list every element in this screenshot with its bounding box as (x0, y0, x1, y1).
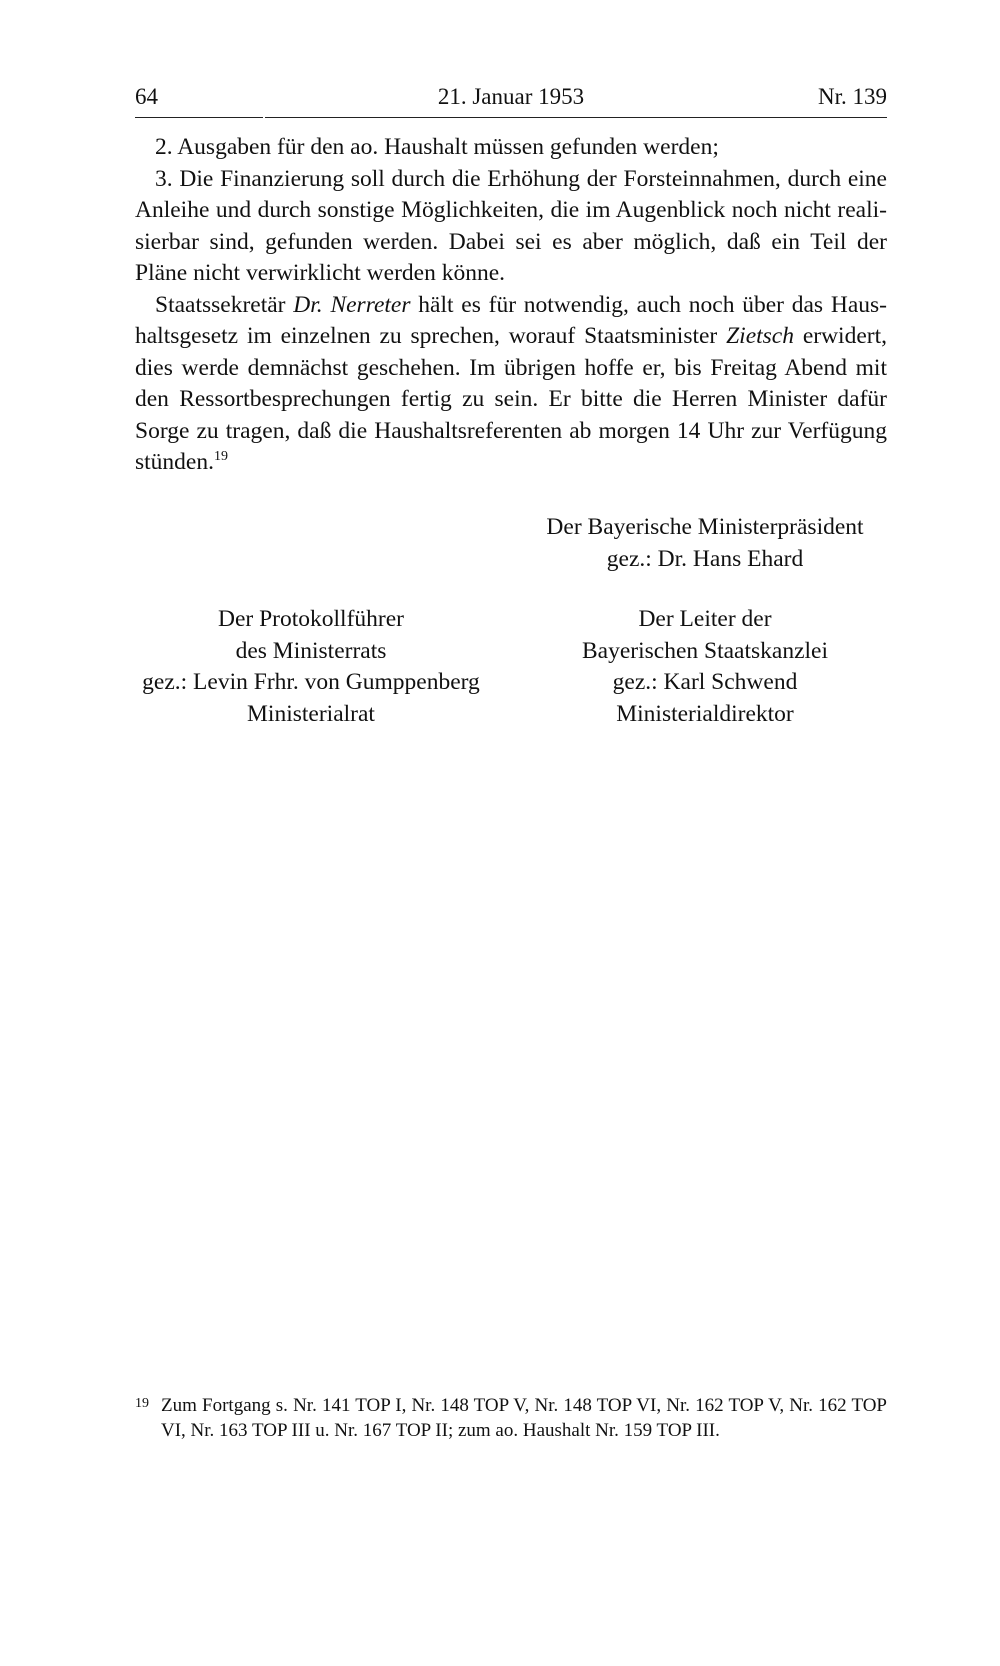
person-name-zietsch: Zietsch (726, 323, 794, 349)
signature-title: Der Bayerische Ministerpräsident (546, 514, 864, 540)
footnote-reference[interactable]: 19 (213, 449, 228, 465)
header-rule-left (135, 117, 263, 118)
signature-title: Bayerischen Staatskanzlei (581, 637, 828, 664)
page-number: 64 (135, 84, 158, 109)
signature-chancellery-head (555, 604, 855, 730)
paragraph-item-2: 2. Ausgaben für den ao. Haushalt müssen gefunden werden; (155, 134, 719, 160)
page (135, 80, 887, 727)
text-run: erwidert, dies werde demnächst geschehen. Im übrigen hoffe er, bis Freitag Abend mit den Ressortbesprechungen fertig zu sein. Er bitte die Herren Minister dafür Sorge zu tragen, daß die Haushaltsreferenten ab morgen 14 Uhr zur Verfügung stünden. (135, 323, 887, 475)
document-number: Nr. 139 (818, 84, 887, 109)
signature-title: Der Protokollführer (218, 606, 404, 632)
paragraph-discussion (135, 290, 887, 479)
signature-name: gez.: Levin Frhr. von Gumppenberg (142, 669, 480, 695)
signature-rank: Ministerialrat (247, 700, 375, 727)
signature-name: gez.: Dr. Hans Ehard (606, 545, 804, 572)
signature-minister-president (530, 512, 880, 575)
signature-title: des Ministerrats (235, 637, 387, 664)
signature-title: Der Leiter der (638, 606, 772, 632)
person-name-nerreter: Dr. Nerreter (293, 291, 411, 318)
running-header (135, 80, 887, 118)
signature-rank: Ministerialdirektor (616, 700, 794, 727)
signature-name: gez.: Karl Schwend (612, 669, 798, 695)
header-rule-right (265, 117, 887, 118)
header-date: 21. Januar 1953 (437, 84, 585, 109)
footnote-number: 19 (135, 1396, 149, 1411)
text-run: hält es für notwendig, auch noch über das Haushaltsgesetz im einzelnen zu sprechen, worauf Staatsminister (135, 291, 887, 349)
text-run: Staatssekretär (155, 291, 294, 318)
footnote (135, 1393, 887, 1443)
signature-protocol-keeper (135, 604, 487, 730)
body-text (135, 132, 887, 479)
paragraph-item-3: 3. Die Finanzierung soll durch die Erhöhung der Forsteinnahmen, durch eine Anleihe und durch sonstige Möglichkeiten, die im Augenblick noch nicht realisierbar sind, gefunden werden. Dabei sei es aber möglich, daß ein Teil der Pläne nicht verwirklicht werden könne. (135, 165, 887, 286)
footnote-text: Zum Fortgang s. Nr. 141 TOP I, Nr. 148 TOP V, Nr. 148 TOP VI, Nr. 162 TOP V, Nr. 162 TOP VI, Nr. 163 TOP III u. Nr. 167 TOP II; zum ao. Haushalt Nr. 159 TOP III. (161, 1395, 887, 1441)
